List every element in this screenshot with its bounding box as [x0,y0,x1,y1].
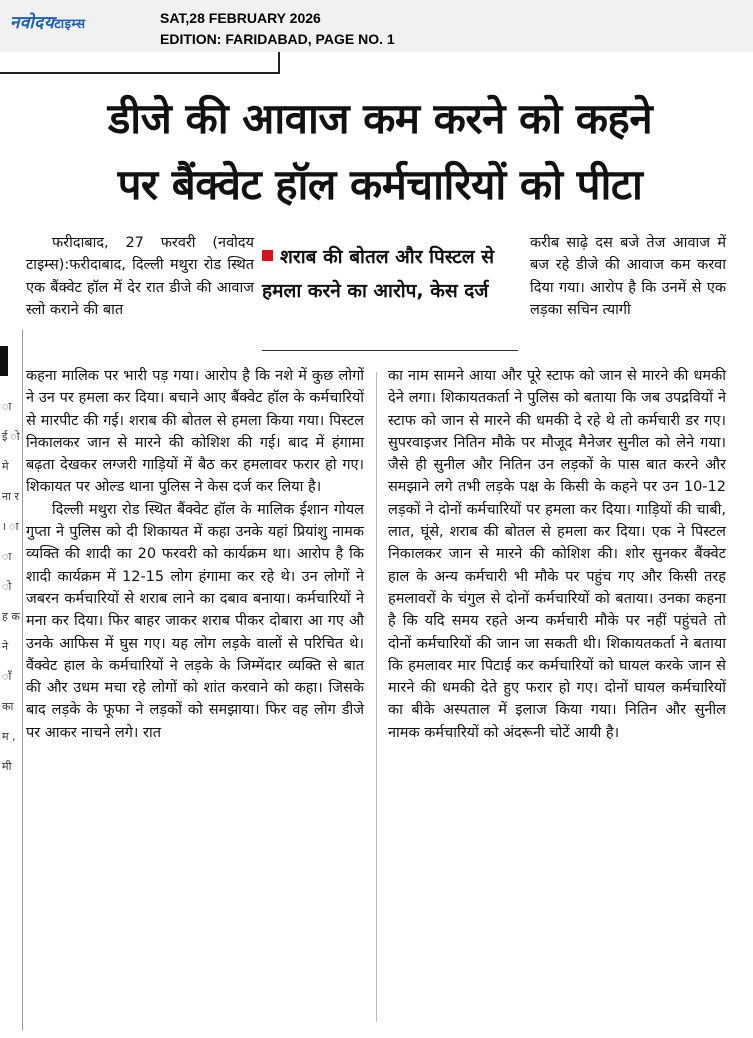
logo-small: टाइम्स [54,17,86,32]
subhead-rule [262,350,518,351]
article-paragraph: दिल्ली मथुरा रोड स्थित बैंक्वेट हॉल के मालिक ईशान गोयल गुप्ता ने पुलिस को दी शिकायत में कहा उनके यहां प्रियांशु नामक व्यक्ति की शादी का 20 फरवरी को कार्यक्रम था। आरोप है कि शादी कार्यक्रम में 12-15 लोग हंगामा कर रहे थे। उन लोगों ने जबरन कर्मचारियों से शराब लाने का दबाव बनाया। कर्मचारियों ने मना कर दिया। फिर बाहर जाकर शराब पीकर दोबारा आ गए औ उनके आफिस में घुस गए। यह लोग लड़के वालों से परिचित थे। वैंक्वेट हाल के कर्मचारियों ने लड़के के जिम्मेंदार व्यक्ति से बात की और उधम मचा रहे लोगों को शांत करवाने को कहा। जिसके बाद लड़के के फूफा ने लड़कों को समझाया। फिर वह लोग डीजे पर आकर नाचने लगे। रात [26,501,364,741]
headline [20,86,740,218]
headline-line-2: पर बैंक्वेट हॉल कर्मचारियों को पीटा [117,160,643,209]
newspaper-logo [10,10,86,33]
article-col3-top [530,232,726,321]
adjacent-column-text: ा ई ो मे ना र । ा ा ो ह क ने ाँ का म , मी [2,400,20,773]
article-col1 [26,365,364,744]
article-paragraph: कहना मालिक पर भारी पड़ गया। आरोप है कि नशे में कुछ लोगों ने उन पर हमला कर दिया। बचाने आए बैंक्वेट हॉल के कर्मचारियों से मारपीट की गई। शराब की बोतल से हमला किया गया। पिस्टल निकालकर जान से मारने की कोशिश की गई। बाद में हंगामा बढ़ता देखकर लग्जरी गाड़ियों में बैठ कर हमलावर फरार हो गए। शिकायत पर ओल्ड थाना पुलिस ने केस दर्ज कर लिया है। [26,368,364,496]
article-col2 [388,365,726,744]
logo-main: नवोदय [10,13,55,33]
article-col1-top [26,232,254,321]
article-paragraph: करीब साढ़े दस बजे तेज आवाज में बज रहे डीजे की आवाज कम करवा दिया गया। आरोप है कि उनमें से एक लड़का सचिन त्यागी [530,235,726,318]
strip-mark [0,346,8,376]
article-paragraph: का नाम सामने आया और पूरे स्टाफ को जान से मारने की धमकी देने लगा। शिकायतकर्ता ने पुलिस को बताया कि जब उपद्रवियों ने स्टाफ को जान से मारने की धमकी दे रहे थे तो कर्मचारी डर गए। सुपरवाइजर नितिन मौके पर मौजूद मैनेजर सुनील को लेने गया। जैसे ही सुनील और नितिन उन लड़कों के पास बात करने और समझाने लगे तभी लड़के पक्ष के किसी के कहने पर उन 10-12 लड़कों ने दोनों कर्मचारियों पर हमला कर दिया। गाड़ियों की चाबी, लात, घूंसे, शराब की बोतल से हमला कर दिया। एक ने पिस्टल निकालकर जान से मारने की कोशिश की। शोर सुनकर बैंक्वेट हाल के अन्य कर्मचारी भी मौके पर पहुंच गए और किसी तरह हमलावरों के चंगुल से दोनों कर्मचारियों को बताया। उनका कहना है कि यदि समय रहते अन्य कर्मचारी मौके पर नहीं पहुंचते तो दोनों कर्मचारियों की जान जा सकती थी। शिकायतकर्ता ने बताया कि हमलावर मार पिटाई कर कर्मचारियों को घायल करके जान से मारने की धमकी देते हुए फरार हो गए। दोनों घायल कर्मचारियों का बीके अस्पताल में इलाज किया गया। नितिन और सुनील नामक कर्मचारियों को अंदरूनी चोटें आयी है। [388,368,726,741]
top-bar [0,0,753,52]
subheadline: शराब की बोतल और पिस्टल से हमला करने का आरोप, केस दर्ज [262,246,495,302]
headline-line-1: डीजे की आवाज कम करने को कहने [107,94,653,143]
edition-date: SAT,28 FEBRUARY 2026 [160,10,321,26]
article-paragraph: फरीदाबाद, 27 फरवरी (नवोदय टाइम्स):फरीदाबाद, दिल्ली मथुरा रोड स्थित एक बैंक्वेट हॉल में देर रात डीजे की आवाज स्लो कराने की बात [26,235,254,318]
clipping-edge [0,52,280,74]
edition-meta [160,8,395,50]
edition-info: EDITION: FARIDABAD, PAGE NO. 1 [160,31,395,47]
column-divider [376,372,377,1022]
